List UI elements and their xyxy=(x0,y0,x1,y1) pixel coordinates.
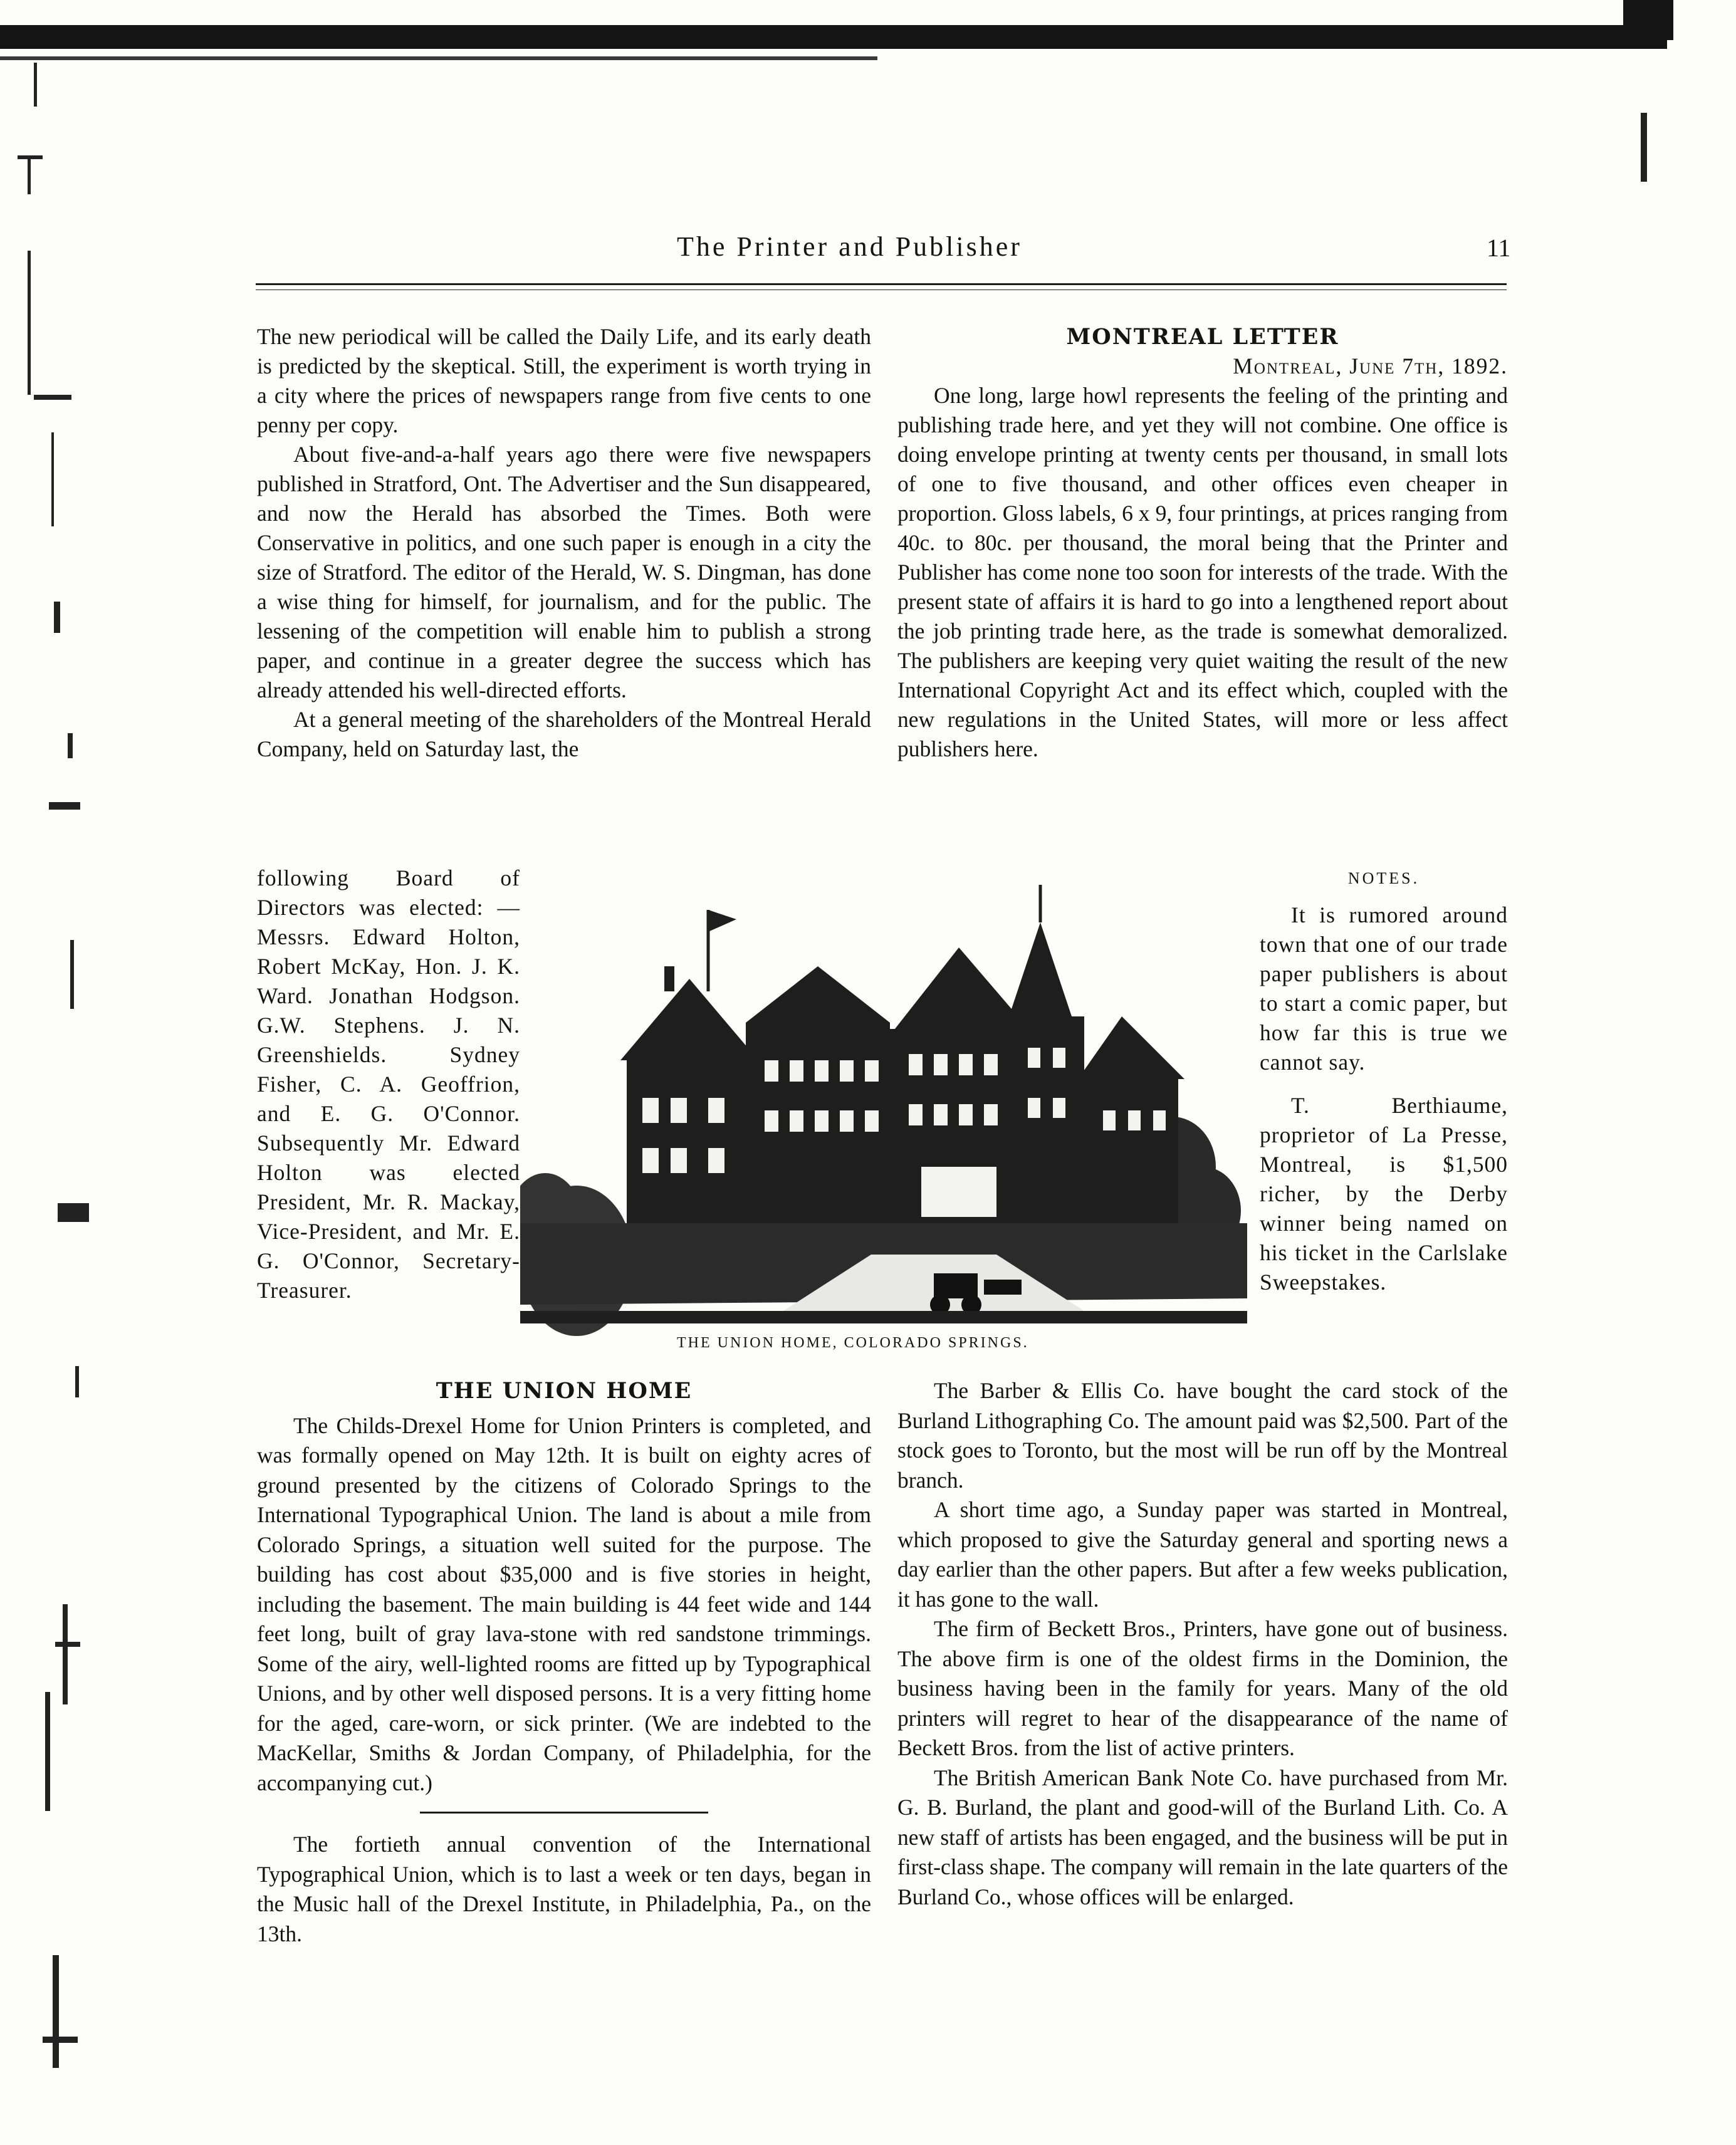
page-number: 11 xyxy=(1487,234,1511,262)
dateline: Montreal, June 7th, 1892. xyxy=(1233,353,1508,378)
illustration-caption: THE UNION HOME, COLORADO SPRINGS. xyxy=(677,1335,1029,1351)
notes-label: NOTES. xyxy=(1347,869,1420,887)
scan-mark xyxy=(43,2037,78,2043)
building xyxy=(620,885,1184,1248)
scan-mark xyxy=(54,602,60,633)
header-rule xyxy=(256,283,1507,285)
union-home-illustration xyxy=(520,872,1247,1361)
paragraph-stratford: About five-and-a-half years ago there were five newspapers published in Stratford, Ont. The Advertiser and the Sun disappeared, and now the Herald has absorbed the Times. Both were Conservative in politics, and one such paper is enough in a city the size of Stratford. The editor of the Herald, W. S. Dingman, has done a wise thing for himself, for journalism, and for the public. The lessening of the competition will enable him to publish a strong paper, and continue in a greater degree the success which has already attended his well-directed efforts. xyxy=(257,442,871,702)
scan-mark xyxy=(55,1642,80,1647)
scan-mark xyxy=(45,1692,50,1811)
scan-mark xyxy=(70,940,74,1009)
scan-mark xyxy=(75,1366,79,1397)
foreground xyxy=(520,1311,1247,1323)
paragraph-sunday-paper: A short time ago, a Sunday paper was started in Montreal, which proposed to give the Saturday general and sporting news a day earlier than the other papers. But after a few weeks publication, it has gone to the wall. xyxy=(897,1497,1508,1612)
scan-mark xyxy=(28,157,31,194)
union-home-section xyxy=(257,1376,871,1949)
paragraph-beckett-bros: The firm of Beckett Bros., Printers, have gone out of business. The above firm is one of the oldest firms in the Dominion, the business having been in the family for years. Many of the old printers will regret to hear of the disappearance of the name of Beckett Bros. from the list of active printers. xyxy=(897,1616,1508,1760)
scan-mark xyxy=(68,733,73,758)
paragraph-board-of-directors: following Board of Directors was elected: —Messrs. Edward Holton, Robert McKay, Hon. J. K. Ward. Jonathan Hodgson. G.W. Stephens. J. N. Greenshields. Sydney Fisher, C. A. Geoffrion, and E. G. O'Connor. Subsequently Mr. Edward Holton was elected President, Mr. R. Mackay, Vice-President, and Mr. E. G. O'Connor, Secretary-Treasurer. xyxy=(257,865,520,1303)
paragraph-daily-life: The new periodical will be called the Daily Life, and its early death is predicted by the skeptical. Still, the experiment is worth trying in a city where the prices of newspapers range from five cents to one penny per copy. xyxy=(257,324,871,437)
scan-mark xyxy=(28,251,31,395)
scan-mark xyxy=(34,395,71,400)
scan-mark xyxy=(53,1955,59,2068)
scan-mark xyxy=(1641,113,1647,182)
section-divider xyxy=(420,1812,708,1814)
scan-mark xyxy=(63,1604,68,1704)
paragraph-bank-note: The British American Bank Note Co. have purchased from Mr. G. B. Burland, the plant and good-will of the Burland Lith. Co. A new staff of artists has been engaged, and the business will be put in first-class shape. The company will remain in the late quarters of the Burland Co., whose offices will be enlarged. xyxy=(897,1765,1508,1909)
left-column xyxy=(257,322,871,764)
notes-section xyxy=(1260,864,1508,1297)
scan-mark xyxy=(49,802,80,810)
lower-right-column xyxy=(897,1376,1508,1912)
scan-mark xyxy=(34,63,37,107)
scan-top-bar xyxy=(0,25,1667,49)
paragraph-childs-drexel: The Childs-Drexel Home for Union Printers is completed, and was formally opened on May 12th. It is built on eighty acres of ground presented by the citizens of Colorado Springs to the International Typographical Union. The land is about a mile from Colorado Springs, a situation well suited for the purpose. The building has cost about $35,000 and is five stories in height, including the basement. The main building is 44 feet wide and 144 feet long, built of gray lava-stone with red sandstone trimmings. Some of the airy, well-lighted rooms are fitted up by Typographical Unions, and by other well disposed persons. It is a very fitting home for the aged, care-worn, or sick printer. (We are indebted to the MacKellar, Smiths & Jordan Company, of Philadelphia, for the accompanying cut.) xyxy=(257,1412,871,1795)
paragraph-herald-meeting: At a general meeting of the shareholders of the Montreal Herald Company, held on Saturday last, the xyxy=(257,707,871,761)
scan-top-rule xyxy=(0,56,877,60)
scan-top-bar-corner xyxy=(1623,0,1673,40)
union-home-heading: THE UNION HOME xyxy=(436,1378,693,1404)
scan-mark xyxy=(58,1203,89,1222)
running-title: The Printer and Publisher xyxy=(677,231,1022,262)
paragraph-convention: The fortieth annual convention of the International Typographical Union, which is to last a week or ten days, began in the Music hall of the Drexel Institute, in Philadelphia, Pa., on the 13th. xyxy=(257,1832,871,1946)
note-comic-paper: It is rumored around town that one of our trade paper publishers is about to start a comic paper, but how far this is true we cannot say. xyxy=(1260,902,1508,1075)
paragraph-howl: One long, large howl represents the feeling of the printing and publishing trade here, and yet they will not combine. One office is doing envelope printing at twenty cents per thousand, in small lots of one to five thousand, and other offices even cheaper in proportion. Gloss labels, 6 x 9, four printings, at prices ranging from 40c. to 80c. per thousand, the moral being that the Printer and Publisher has come none too soon for interests of the trade. With the present state of affairs it is hard to go into a lengthened report about the job printing trade here, as the trade is somewhat demoralized. The publishers are keeping very quiet waiting the result of the new International Copyright Act and its effect which, coupled with the new regulations in the United States, will more or less affect publishers here. xyxy=(897,383,1508,761)
scan-mark xyxy=(51,432,54,526)
right-column xyxy=(897,322,1508,764)
paragraph-barber-ellis: The Barber & Ellis Co. have bought the card stock of the Burland Lithographing Co. The amount paid was $2,500. Part of the stock goes to Toronto, but the most will be run off by the Montreal branch. xyxy=(897,1378,1508,1493)
note-berthiaume: T. Berthiaume, proprietor of La Presse, Montreal, is $1,500 richer, by the Derby winner being named on his ticket in the Carlslake Sweepstakes. xyxy=(1260,1093,1508,1295)
montreal-letter-heading: MONTREAL LETTER xyxy=(1066,324,1339,350)
